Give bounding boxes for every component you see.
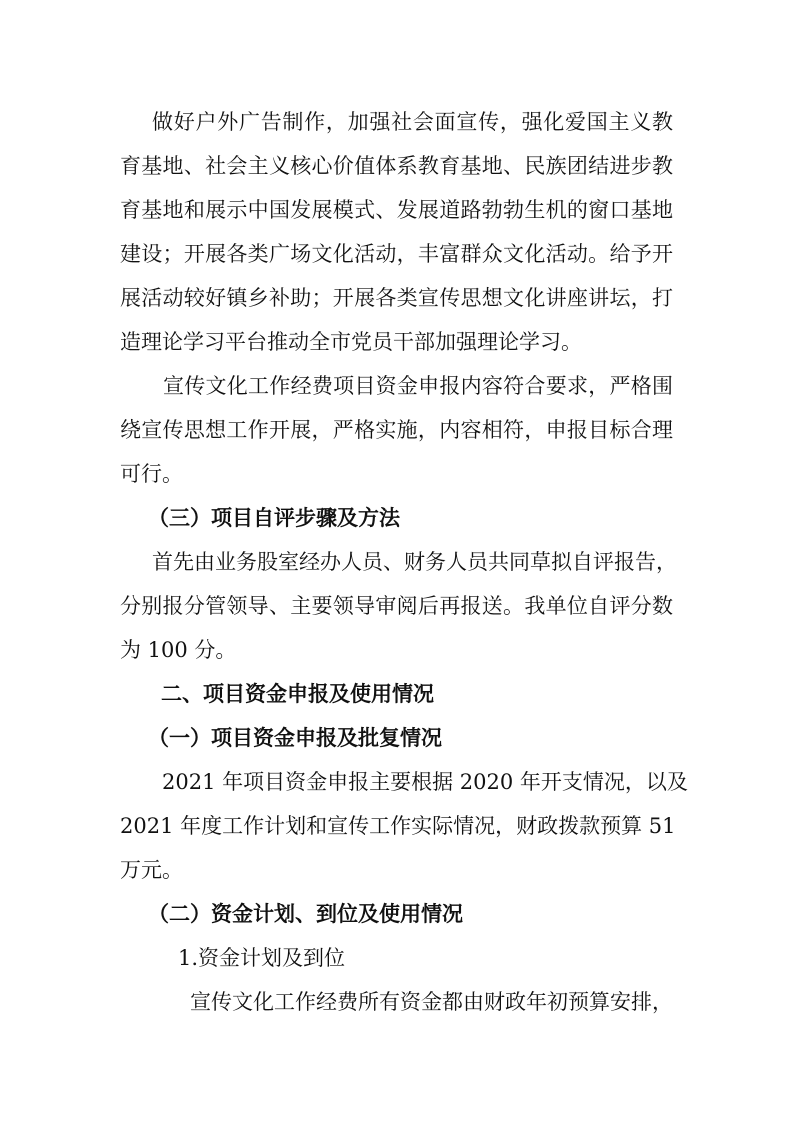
paragraph-2-line-3: 可行。 [120,462,183,486]
paragraph-3-line-1: 首先由业务股室经办人员、财务人员共同草拟自评报告， [152,550,677,574]
paragraph-1-line-3: 育基地和展示中国发展模式、发展道路勃勃生机的窗口基地 [120,198,673,222]
paragraph-1-line-5: 展活动较好镇乡补助；开展各类宣传思想文化讲座讲坛，打 [120,286,673,310]
heading-self-evaluation: （三）项目自评步骤及方法 [148,506,400,530]
paragraph-4-line-3: 万元。 [120,858,183,882]
paragraph-3-line-3: 为 100 分。 [120,638,237,662]
heading-section-2: 二、项目资金申报及使用情况 [161,682,434,706]
paragraph-1-line-4: 建设；开展各类广场文化活动，丰富群众文化活动。给予开 [120,242,673,266]
paragraph-5-line-1: 宣传文化工作经费所有资金都由财政年初预算安排， [190,990,673,1014]
paragraph-3-line-2: 分别报分管领导、主要领导审阅后再报送。我单位自评分数 [120,594,673,618]
paragraph-1-line-1: 做好户外广告制作，加强社会面宣传，强化爱国主义教 [152,110,673,134]
paragraph-4-line-2: 2021 年度工作计划和宣传工作实际情况，财政拨款预算 51 [120,814,676,838]
item-1-title: 1.资金计划及到位 [178,946,346,970]
heading-subsection-1: （一）项目资金申报及批复情况 [148,726,442,750]
heading-subsection-2: （二）资金计划、到位及使用情况 [148,902,463,926]
paragraph-4-line-1: 2021 年项目资金申报主要根据 2020 年开支情况，以及 [162,770,688,794]
paragraph-2-line-1: 宣传文化工作经费项目资金申报内容符合要求，严格围 [163,374,673,398]
paragraph-2-line-2: 绕宣传思想工作开展，严格实施，内容相符，申报目标合理 [120,418,673,442]
paragraph-1-line-6: 造理论学习平台推动全市党员干部加强理论学习。 [120,330,582,354]
paragraph-1-line-2: 育基地、社会主义核心价值体系教育基地、民族团结进步教 [120,154,673,178]
